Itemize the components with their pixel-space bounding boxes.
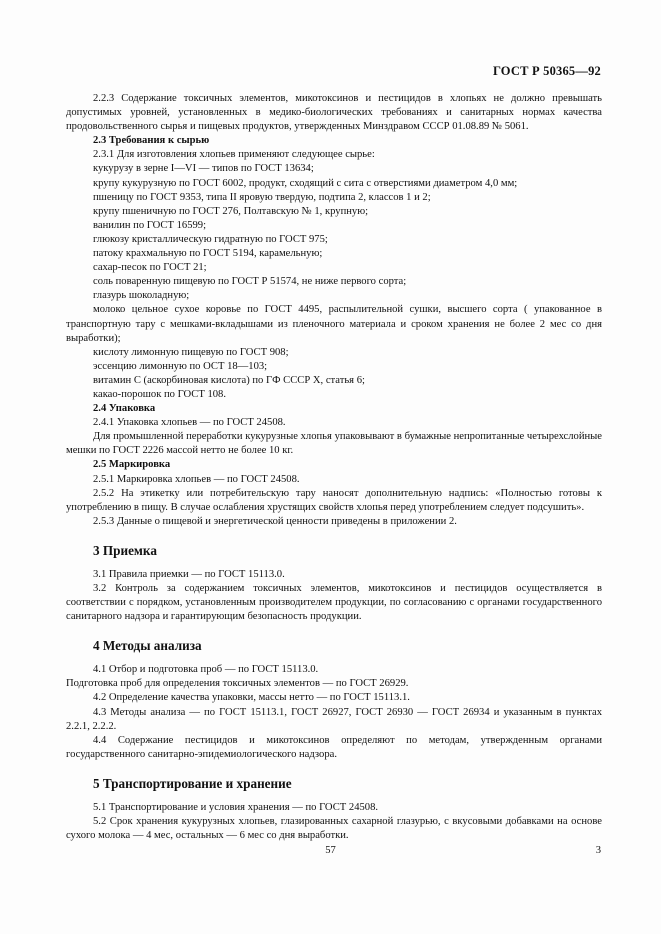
- raw-item: глазурь шоколадную;: [93, 290, 190, 302]
- paragraph-4-4: 4.4 Содержание пестицидов и микотоксинов определяют по методам, утвержденным органами государственного санитарно-эпидемиологического надзора.: [66, 734, 602, 760]
- raw-item: кукурузу в зерне I—VI — типов по ГОСТ 13634;: [93, 163, 314, 175]
- section-3-title: 3 Приемка: [93, 542, 157, 558]
- raw-item: эссенцию лимонную по ОСТ 18—103;: [93, 360, 268, 372]
- heading-2-4: 2.4 Упаковка: [93, 403, 156, 415]
- page-body: [66, 92, 602, 843]
- paragraph-2-4-1: 2.4.1 Упаковка хлопьев — по ГОСТ 24508.: [93, 417, 286, 429]
- paragraph-4-1-prep: Подготовка проб для определения токсичных элементов — по ГОСТ 26929.: [66, 678, 409, 690]
- raw-item: какао-порошок по ГОСТ 108.: [93, 388, 226, 400]
- paragraph-4-3: 4.3 Методы анализа — по ГОСТ 15113.1, ГОСТ 26927, ГОСТ 26930 — ГОСТ 26934 и указанным в пунктах 2.2.1, 2.2.2.: [66, 706, 602, 732]
- section-4-title: 4 Методы анализа: [93, 638, 202, 654]
- paragraph-5-1: 5.1 Транспортирование и условия хранения — по ГОСТ 24508.: [93, 801, 379, 813]
- raw-item: крупу кукурузную по ГОСТ 6002, продукт, сходящий с сита с отверстиями диаметром 4,0 мм;: [93, 177, 518, 189]
- raw-item: соль поваренную пищевую по ГОСТ Р 51574, не ниже первого сорта;: [93, 276, 407, 288]
- sheet-number: 3: [595, 845, 601, 856]
- section-5-title: 5 Транспортирование и хранение: [93, 775, 292, 791]
- raw-item: кислоту лимонную пищевую по ГОСТ 908;: [93, 346, 289, 358]
- page-number: 57: [325, 845, 336, 856]
- raw-item: крупу пшеничную по ГОСТ 276, Полтавскую № 1, крупную;: [93, 205, 369, 217]
- document-header: ГОСТ Р 50365—92: [492, 64, 601, 78]
- raw-item-milk: молоко цельное сухое коровье по ГОСТ 4495, распылительной сушки, высшего сорта ( упакованное в транспортную тару с мешками-вкладышами из пленочного материала и сроком хранения не более 2 мес со дня выработки);: [66, 304, 602, 344]
- paragraph-4-2: 4.2 Определение качества упаковки, массы нетто — по ГОСТ 15113.1.: [93, 692, 410, 704]
- paragraph-5-2: 5.2 Срок хранения кукурузных хлопьев, глазированных сахарной глазурью, с вкусовыми добавками на основе сухого молока — 4 мес, остальных — 6 мес со дня выработки.: [66, 816, 602, 842]
- paragraph-2-5-1: 2.5.1 Маркировка хлопьев — по ГОСТ 24508.: [93, 473, 300, 485]
- paragraph-2-5-3: 2.5.3 Данные о пищевой и энергетической ценности приведены в приложении 2.: [93, 515, 457, 527]
- raw-item: глюкозу кристаллическую гидратную по ГОСТ 975;: [93, 233, 328, 245]
- raw-item: ванилин по ГОСТ 16599;: [93, 219, 207, 231]
- paragraph-4-1: 4.1 Отбор и подготовка проб — по ГОСТ 15113.0.: [93, 664, 319, 676]
- paragraph-3-2: 3.2 Контроль за содержанием токсичных элементов, микотоксинов и пестицидов осуществляется в соответствии с порядком, установленным производителем продукции, по согласованию с органами государственного санитарного надзора и гарантирующим безопасность продукции.: [66, 583, 602, 623]
- raw-item: пшеницу по ГОСТ 9353, типа II яровую твердую, подтипа 2, классов 1 и 2;: [93, 191, 431, 203]
- paragraph-packaging: Для промышленной переработки кукурузные хлопья упаковывают в бумажные непропитанные четырехслойные мешки по ГОСТ 2226 массой нетто не более 10 кг.: [66, 431, 602, 457]
- heading-2-3: 2.3 Требования к сырью: [93, 135, 210, 147]
- paragraph-2-3-1: 2.3.1 Для изготовления хлопьев применяют следующее сырье:: [93, 149, 375, 161]
- raw-item: витамин С (аскорбиновая кислота) по ГФ СССР X, статья 6;: [93, 374, 365, 386]
- heading-2-5: 2.5 Маркировка: [93, 459, 171, 471]
- raw-item: патоку крахмальную по ГОСТ 5194, карамельную;: [93, 248, 323, 260]
- paragraph-2-2-3: 2.2.3 Содержание токсичных элементов, микотоксинов и пестицидов в хлопьях не должно превышать допустимых уровней, установленных в медико-биологических требованиях и санитарных нормах качества продовольственного сырья и пищевых продуктов, утвержденных Минздравом СССР 01.08.89 № 5061.: [66, 93, 602, 133]
- raw-item: сахар-песок по ГОСТ 21;: [93, 262, 207, 274]
- paragraph-3-1: 3.1 Правила приемки — по ГОСТ 15113.0.: [93, 568, 285, 580]
- paragraph-2-5-2: 2.5.2 На этикетку или потребительскую тару наносят дополнительную надпись: «Полностью готовы к употреблению в пищу. В случае ослабления хрустящих свойств хлопья перед употреблением следует подсушить».: [66, 487, 602, 513]
